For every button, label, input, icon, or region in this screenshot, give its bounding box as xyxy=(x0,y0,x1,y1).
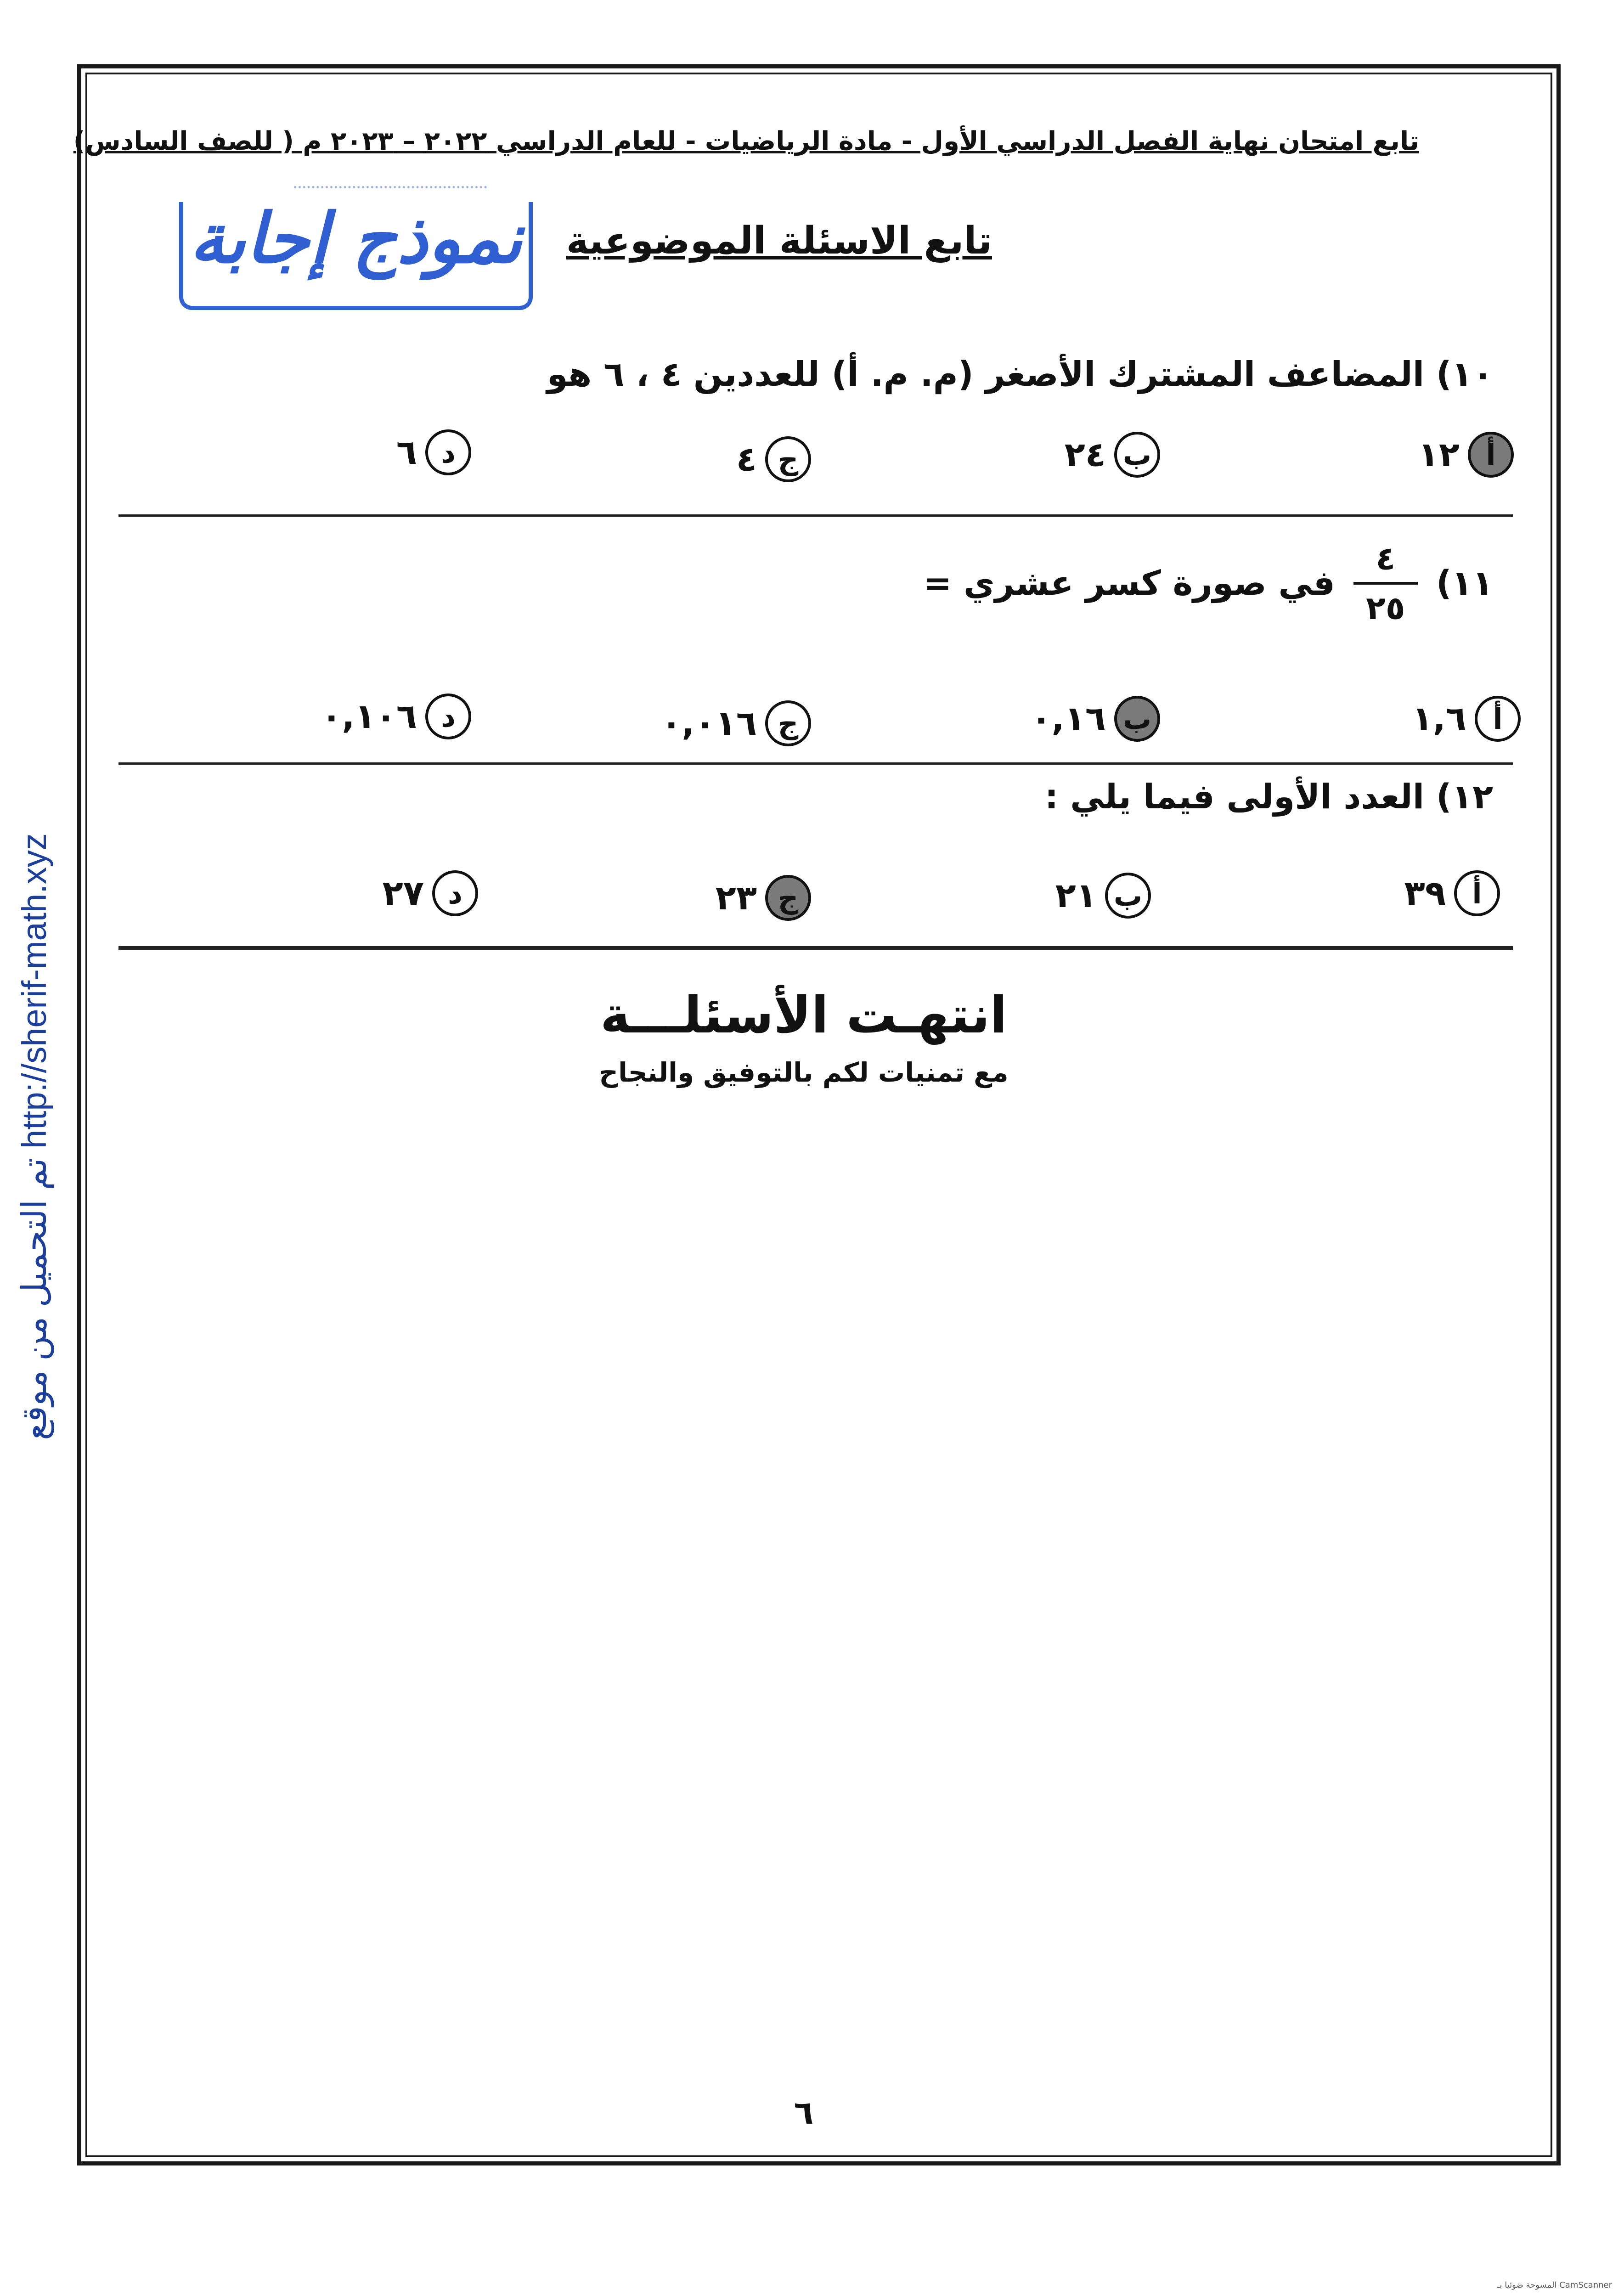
question-text: العدد الأولى فيما يلي : xyxy=(1044,777,1425,817)
answer-key-stamp: نموذج إجابة xyxy=(189,199,523,279)
q12-option-c[interactable] xyxy=(716,870,811,925)
q12-option-a[interactable] xyxy=(1404,866,1500,921)
option-letter-selected[interactable]: ج xyxy=(765,875,811,921)
end-subtitle: مع تمنيات لكم بالتوفيق والنجاح xyxy=(599,1057,1009,1088)
option-value: ٠,٠١٦ xyxy=(661,704,757,743)
q11-option-d[interactable] xyxy=(321,689,471,744)
option-letter[interactable]: د xyxy=(425,694,471,739)
option-letter[interactable]: ب xyxy=(1114,432,1160,478)
divider xyxy=(118,946,1513,950)
divider xyxy=(118,514,1513,517)
q10-option-b[interactable] xyxy=(1065,427,1160,482)
option-value: ٢١ xyxy=(1055,876,1097,915)
fraction xyxy=(1353,538,1418,629)
question-number: ١١) xyxy=(1436,564,1493,603)
q12-option-b[interactable] xyxy=(1055,868,1151,923)
q11-option-c[interactable] xyxy=(661,696,811,751)
question-10 xyxy=(483,349,1493,400)
exam-header: تابع امتحان نهاية الفصل الدراسي الأول - مادة الرياضيات - للعام الدراسي ٢٠٢٢ – ٢٠٢٣ م ( للصف السادس) xyxy=(73,126,1419,156)
option-letter[interactable]: أ xyxy=(1475,696,1521,742)
question-text: في صورة كسر عشري = xyxy=(923,564,1335,603)
option-letter[interactable]: د xyxy=(432,870,478,916)
question-number: ١٠) xyxy=(1436,355,1493,394)
q10-option-d[interactable] xyxy=(396,425,471,480)
question-11 xyxy=(758,537,1493,629)
option-letter[interactable]: د xyxy=(425,429,471,475)
option-value: ٦ xyxy=(396,433,417,472)
q12-option-d[interactable] xyxy=(383,866,478,921)
divider xyxy=(118,762,1513,765)
option-value: ٢٤ xyxy=(1064,435,1106,474)
side-watermark xyxy=(9,831,60,1442)
section-title: تابع الاسئلة الموضوعية xyxy=(566,219,992,263)
fraction-denominator: ٢٥ xyxy=(1366,589,1405,627)
option-value: ٠,١٠٦ xyxy=(321,697,417,736)
option-letter[interactable]: ج xyxy=(765,436,811,482)
option-value: ٢٧ xyxy=(382,874,424,913)
option-letter[interactable]: ج xyxy=(765,700,811,746)
option-letter[interactable]: أ xyxy=(1454,870,1500,916)
q11-option-b[interactable] xyxy=(1031,691,1160,746)
side-watermark-text: تم التحميل من موقع http://sherif-math.xyz xyxy=(15,833,53,1440)
page-number: ٦ xyxy=(794,2094,814,2131)
q10-option-a[interactable] xyxy=(1418,427,1514,482)
q10-option-c[interactable] xyxy=(736,432,811,487)
option-letter-selected[interactable]: أ xyxy=(1468,432,1514,478)
option-letter[interactable]: ب xyxy=(1105,873,1151,919)
fraction-bar xyxy=(1353,582,1418,585)
fraction-numerator: ٤ xyxy=(1376,540,1396,577)
option-value: ٤ xyxy=(736,440,757,479)
option-value: ٠,١٦ xyxy=(1031,699,1106,739)
option-value: ١٢ xyxy=(1418,435,1460,474)
option-value: ٢٣ xyxy=(715,878,757,918)
footer-note: CamScanner المسوحة ضوئيا بـ xyxy=(1497,2280,1612,2290)
question-text: المضاعف المشترك الأصغر (م. م. أ) للعددين ٤ ، ٦ هو xyxy=(547,355,1425,394)
option-value: ١,٦ xyxy=(1412,699,1466,739)
q11-option-a[interactable] xyxy=(1412,691,1521,746)
question-number: ١٢) xyxy=(1436,777,1493,817)
question-12 xyxy=(850,772,1493,822)
end-title: انتهـت الأسئلـــة xyxy=(600,986,1007,1044)
option-value: ٣٩ xyxy=(1404,874,1446,913)
option-letter-selected[interactable]: ب xyxy=(1114,696,1160,742)
